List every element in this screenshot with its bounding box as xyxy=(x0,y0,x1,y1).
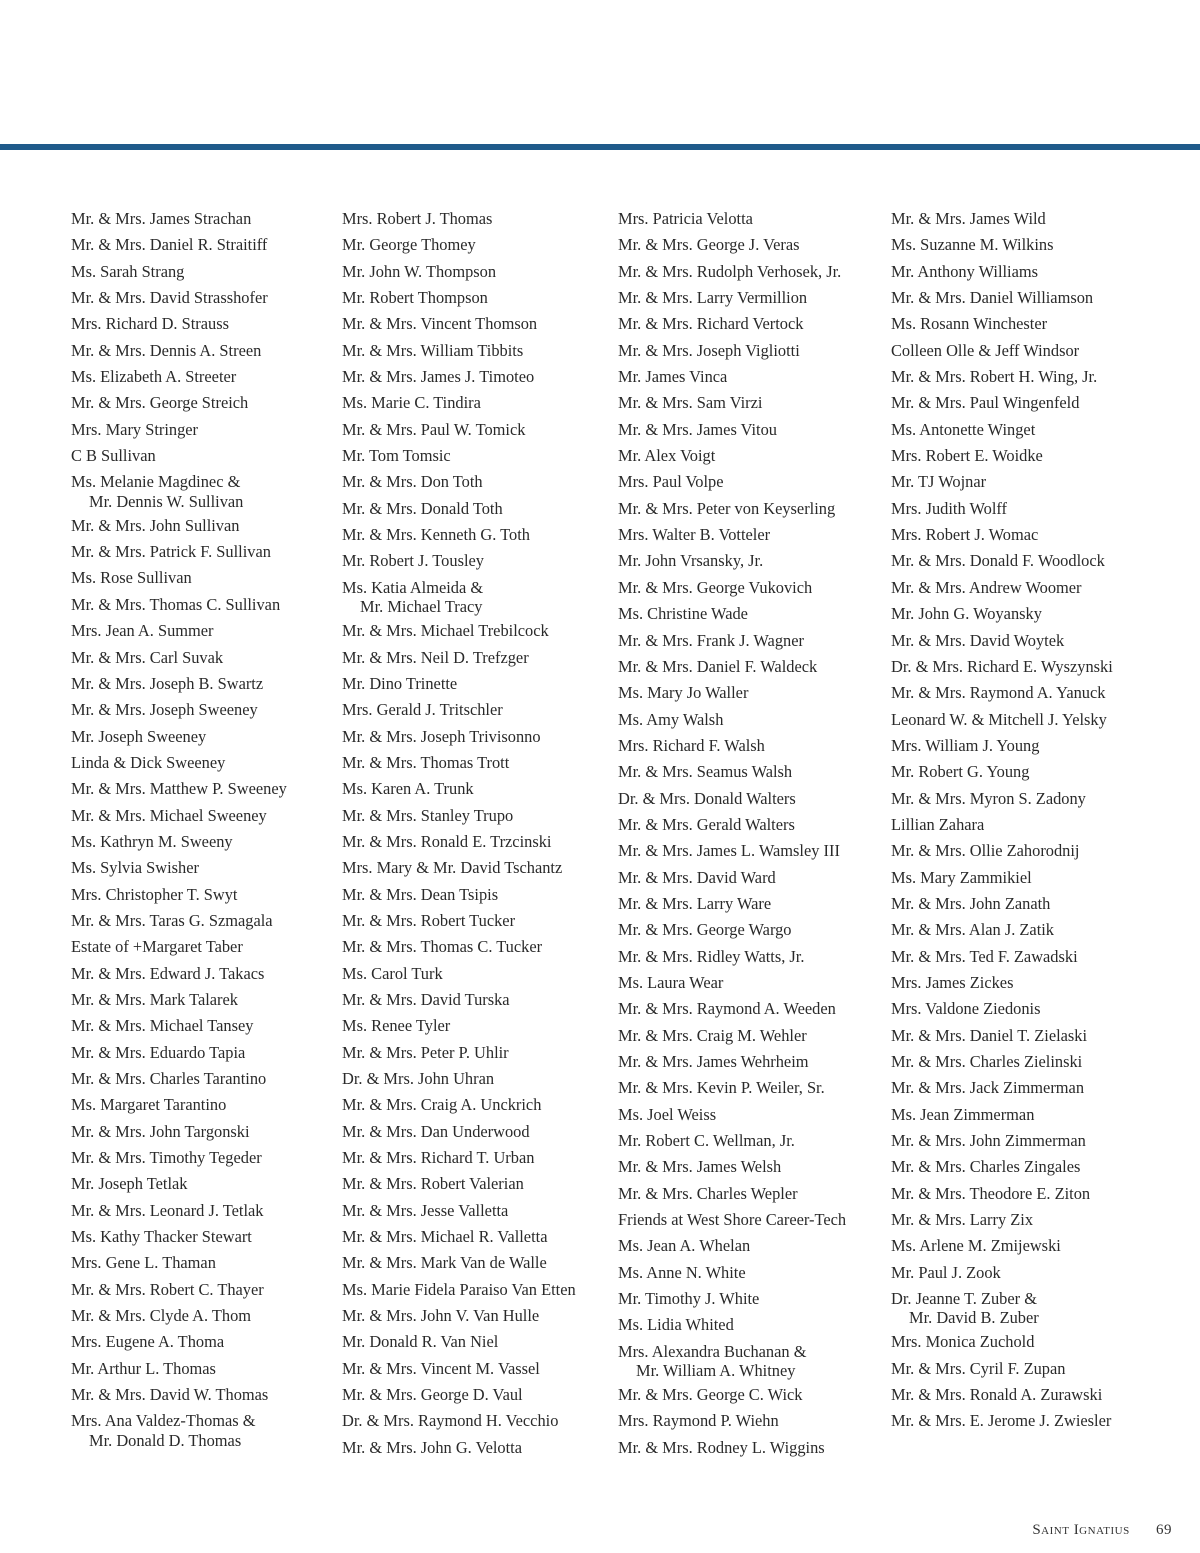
donor-entry: Ms. Sylvia Swisher xyxy=(71,858,199,878)
donor-entry: Ms. Lidia Whited xyxy=(618,1315,734,1335)
donor-name-line: Dr. Jeanne T. Zuber & xyxy=(891,1289,1037,1309)
donor-entry: Mr. & Mrs. Larry Ware xyxy=(618,893,772,913)
donor-entry: Mrs. Gene L. Thaman xyxy=(71,1253,216,1273)
donor-entry: Mr. John W. Thompson xyxy=(342,261,497,281)
donor-entry: Mr. & Mrs. Myron S. Zadony xyxy=(891,788,1086,808)
donor-entry: Mrs. Richard D. Strauss xyxy=(71,314,229,334)
donor-entry: Ms. Renee Tyler xyxy=(342,1016,451,1036)
donor-entry: Mr. Joseph Sweeney xyxy=(71,726,207,746)
donor-entry: Mr. & Mrs. Rodney L. Wiggins xyxy=(618,1437,825,1457)
donor-entry: Mrs. Mary & Mr. David Tschantz xyxy=(342,858,563,878)
donor-entry: Mr. & Mrs. E. Jerome J. Zwiesler xyxy=(891,1411,1112,1431)
donor-entry: Mr. & Mrs. Peter P. Uhlir xyxy=(342,1042,509,1062)
donor-entry: Mr. & Mrs. David Strasshofer xyxy=(71,288,268,308)
donor-entry: Mr. & Mrs. Don Toth xyxy=(342,472,483,492)
donor-entry: Ms. Jean Zimmerman xyxy=(891,1104,1035,1124)
donor-entry: Mr. & Mrs. William Tibbits xyxy=(342,340,524,360)
donor-entry: Mr. & Mrs. James Wild xyxy=(891,209,1046,228)
donor-entry: Mr. & Mrs. Michael Sweeney xyxy=(71,805,267,825)
donor-entry: Mr. & Mrs. John Sullivan xyxy=(71,515,240,535)
donor-entry: Mr. John G. Woyansky xyxy=(891,604,1042,624)
donor-entry: Mr. & Mrs. Ronald A. Zurawski xyxy=(891,1385,1103,1405)
donor-entry: Linda & Dick Sweeney xyxy=(71,752,226,772)
donor-entry: Ms. Margaret Tarantino xyxy=(71,1095,227,1115)
donor-entry: Mr. & Mrs. Vincent Thomson xyxy=(342,314,538,334)
donor-entry: Ms. Laura Wear xyxy=(618,972,724,992)
donor-entry: Mr. Arthur L. Thomas xyxy=(71,1358,216,1378)
donor-entry: Mrs. Valdone Ziedonis xyxy=(891,999,1041,1019)
donor-entry: Mr. & Mrs. Matthew P. Sweeney xyxy=(71,779,287,799)
donor-entry: Colleen Olle & Jeff Windsor xyxy=(891,340,1080,360)
donor-entry: Ms. Kathy Thacker Stewart xyxy=(71,1227,252,1247)
donor-entry: Mr. & Mrs. Joseph Trivisonno xyxy=(342,726,541,746)
donor-entry: Mr. & Mrs. Dennis A. Streen xyxy=(71,340,262,360)
donor-entry: Mr. Dino Trinette xyxy=(342,673,458,693)
donor-entry: Mr. & Mrs. Sam Virzi xyxy=(618,393,763,413)
donor-entry: Mrs. Jean A. Summer xyxy=(71,621,214,641)
donor-entry: Mr. & Mrs. Theodore E. Ziton xyxy=(891,1183,1091,1203)
page-number: 69 xyxy=(1156,1522,1172,1538)
donor-entry: Mrs. Richard F. Walsh xyxy=(618,735,765,755)
donor-entry: Mr. Donald R. Van Niel xyxy=(342,1332,499,1352)
donor-entry: Mr. & Mrs. George Wargo xyxy=(618,920,792,940)
donor-entry: Mrs. Christopher T. Swyt xyxy=(71,884,238,904)
donor-entry: Mr. & Mrs. Joseph Sweeney xyxy=(71,700,258,720)
donor-entry: Mr. & Mrs. Seamus Walsh xyxy=(618,762,793,782)
donor-entry: Mr. Timothy J. White xyxy=(618,1289,760,1309)
donor-entry: Mr. & Mrs. James Wehrheim xyxy=(618,1052,809,1071)
donor-entry: Mr. & Mrs. David Woytek xyxy=(891,630,1065,650)
donor-entry: Mr. & Mrs. Ollie Zahorodnij xyxy=(891,841,1080,861)
donor-column-3 xyxy=(618,206,846,1461)
donor-entry: Mrs. Raymond P. Wiehn xyxy=(618,1411,779,1431)
donor-entry: Mr. & Mrs. Taras G. Szmagala xyxy=(71,910,273,930)
donor-entry: Mrs. Robert J. Thomas xyxy=(342,209,493,228)
donor-entry: Mr. & Mrs. Raymond A. Yanuck xyxy=(891,683,1106,703)
donor-entry: Mr. & Mrs. Thomas C. Sullivan xyxy=(71,594,281,614)
donor-entry: Mr. & Mrs. Ridley Watts, Jr. xyxy=(618,946,805,966)
donor-entry: Ms. Antonette Winget xyxy=(891,419,1036,439)
donor-entry: Mr. & Mrs. Clyde A. Thom xyxy=(71,1306,252,1326)
donor-entry: Mr. & Mrs. Dan Underwood xyxy=(342,1121,530,1141)
donor-entry: Mr. & Mrs. John G. Velotta xyxy=(342,1437,522,1457)
donor-entry: Mrs. William J. Young xyxy=(891,735,1040,755)
donor-entry: Mr. Alex Voigt xyxy=(618,446,716,466)
donor-entry: Mr. & Mrs. Joseph Vigliotti xyxy=(618,340,800,360)
donor-entry: Mrs. Paul Volpe xyxy=(618,472,724,492)
donor-entry: Mr. & Mrs. Carl Suvak xyxy=(71,647,224,667)
donor-entry: Mr. & Mrs. Robert H. Wing, Jr. xyxy=(891,367,1098,387)
donor-entry: Mr. & Mrs. Vincent M. Vassel xyxy=(342,1358,540,1378)
donor-entry: Ms. Anne N. White xyxy=(618,1262,746,1282)
donor-entry: Mr. & Mrs. Patrick F. Sullivan xyxy=(71,542,271,562)
donor-entry: Mrs. James Zickes xyxy=(891,972,1014,992)
donor-entry: Mr. & Mrs. David Turska xyxy=(342,989,510,1009)
donor-entry: Mr. & Mrs. Ted F. Zawadski xyxy=(891,946,1078,966)
donor-entry: Mr. & Mrs. Larry Zix xyxy=(891,1210,1034,1230)
donor-entry: Mr. & Mrs. Richard Vertock xyxy=(618,314,804,334)
donor-entry: Mr. & Mrs. James Strachan xyxy=(71,209,252,228)
donor-name-continuation: Mr. Michael Tracy xyxy=(360,597,483,617)
donor-entry: Mr. & Mrs. Ronald E. Trzcinski xyxy=(342,831,552,851)
donor-entry: Mr. & Mrs. George J. Veras xyxy=(618,235,800,255)
donor-entry: Mr. & Mrs. James J. Timoteo xyxy=(342,367,535,387)
donor-entry: Ms. Kathryn M. Sweeny xyxy=(71,831,233,851)
donor-entry: Mr. & Mrs. David W. Thomas xyxy=(71,1385,269,1405)
donor-entry: Mr. TJ Wojnar xyxy=(891,472,987,492)
donor-entry: Mr. & Mrs. Michael Tansey xyxy=(71,1016,254,1036)
donor-entry: Mr. George Thomey xyxy=(342,235,476,255)
donor-entry: Mr. & Mrs. Mark Van de Walle xyxy=(342,1253,547,1273)
donor-entry: Mr. & Mrs. Donald Toth xyxy=(342,498,503,518)
donor-entry: Ms. Karen A. Trunk xyxy=(342,779,474,799)
donor-entry: Ms. Elizabeth A. Streeter xyxy=(71,367,237,387)
donor-entry: Mr. & Mrs. John Targonski xyxy=(71,1121,250,1141)
donor-entry: Mrs. Patricia Velotta xyxy=(618,209,753,228)
donor-name-line: Ms. Melanie Magdinec & xyxy=(71,472,241,492)
donor-entry: C B Sullivan xyxy=(71,446,156,466)
donor-entry: Mr. & Mrs. Daniel Williamson xyxy=(891,288,1094,308)
donor-entry: Mrs. Judith Wolff xyxy=(891,498,1008,518)
donor-entry: Mr. & Mrs. Edward J. Takacs xyxy=(71,963,265,983)
donor-entry: Lillian Zahara xyxy=(891,814,985,834)
donor-entry: Ms. Mary Zammikiel xyxy=(891,867,1032,887)
donor-entry: Mr. & Mrs. George Vukovich xyxy=(618,577,813,597)
donor-entry: Mr. & Mrs. Paul W. Tomick xyxy=(342,419,526,439)
donor-entry: Mr. & Mrs. Peter von Keyserling xyxy=(618,498,836,518)
donor-entry: Mr. & Mrs. Stanley Trupo xyxy=(342,805,514,825)
donor-entry: Mr. & Mrs. Mark Talarek xyxy=(71,989,238,1009)
donor-entry: Mr. & Mrs. Kenneth G. Toth xyxy=(342,525,530,545)
donor-entry: Mr. & Mrs. Joseph B. Swartz xyxy=(71,673,264,693)
donor-entry: Mrs. Gerald J. Tritschler xyxy=(342,700,503,720)
page-footer xyxy=(1032,1522,1172,1539)
donor-entry: Mr. & Mrs. Paul Wingenfeld xyxy=(891,393,1080,413)
donor-entry: Mr. & Mrs. Dean Tsipis xyxy=(342,884,499,904)
donor-entry: Mr. & Mrs. Andrew Woomer xyxy=(891,577,1082,597)
donor-entry: Mr. & Mrs. James Welsh xyxy=(618,1157,782,1177)
donor-name-continuation: Mr. David B. Zuber xyxy=(909,1308,1039,1328)
donor-entry: Mr. & Mrs. Daniel R. Straitiff xyxy=(71,235,268,255)
donor-entry: Dr. & Mrs. John Uhran xyxy=(342,1069,495,1088)
donor-name-continuation: Mr. William A. Whitney xyxy=(636,1361,796,1381)
donor-entry: Mr. & Mrs. Raymond A. Weeden xyxy=(618,999,836,1019)
donor-entry: Mr. & Mrs. Kevin P. Weiler, Sr. xyxy=(618,1078,825,1098)
donor-column-4 xyxy=(891,206,1113,1435)
donor-entry: Mr. & Mrs. Craig A. Unckrich xyxy=(342,1095,542,1115)
donor-entry xyxy=(891,1286,1113,1327)
donor-entry: Mr. & Mrs. Timothy Tegeder xyxy=(71,1148,262,1168)
donor-entry: Mr. & Mrs. Eduardo Tapia xyxy=(71,1042,246,1062)
donor-entry: Mr. & Mrs. Charles Tarantino xyxy=(71,1069,267,1088)
donor-entry: Mr. & Mrs. Daniel T. Zielaski xyxy=(891,1025,1088,1045)
donor-entry: Mrs. Monica Zuchold xyxy=(891,1332,1035,1352)
donor-entry: Ms. Sarah Strang xyxy=(71,261,185,281)
donor-entry: Mr. & Mrs. Larry Vermillion xyxy=(618,288,808,308)
donor-entry: Mr. & Mrs. Robert C. Thayer xyxy=(71,1279,264,1299)
donor-entry: Leonard W. & Mitchell J. Yelsky xyxy=(891,709,1107,729)
donor-entry: Ms. Joel Weiss xyxy=(618,1104,717,1124)
donor-entry xyxy=(618,1339,846,1380)
donor-entry: Ms. Amy Walsh xyxy=(618,709,724,729)
donor-entry: Ms. Arlene M. Zmijewski xyxy=(891,1236,1061,1256)
donor-entry: Mr. & Mrs. George D. Vaul xyxy=(342,1385,523,1405)
donor-entry: Mr. & Mrs. Richard T. Urban xyxy=(342,1148,535,1168)
donor-entry: Mrs. Walter B. Votteler xyxy=(618,525,771,545)
donor-entry: Mr. & Mrs. John Zanath xyxy=(891,893,1051,913)
donor-entry: Mr. & Mrs. Gerald Walters xyxy=(618,814,795,834)
donor-entry: Mr. Anthony Williams xyxy=(891,261,1039,281)
donor-entry: Mr. & Mrs. Charles Zielinski xyxy=(891,1052,1083,1071)
donor-entry: Mr. & Mrs. David Ward xyxy=(618,867,776,887)
donor-entry: Ms. Mary Jo Waller xyxy=(618,683,749,703)
donor-entry: Mr. & Mrs. Thomas Trott xyxy=(342,752,510,772)
donor-entry: Friends at West Shore Career-Tech xyxy=(618,1210,847,1230)
donor-entry: Mr. & Mrs. Daniel F. Waldeck xyxy=(618,656,818,676)
donor-entry: Mrs. Robert J. Womac xyxy=(891,525,1039,545)
donor-entry: Mr. & Mrs. Charles Zingales xyxy=(891,1157,1081,1177)
donor-entry: Mr. & Mrs. Frank J. Wagner xyxy=(618,630,804,650)
donor-entry: Mr. Joseph Tetlak xyxy=(71,1174,188,1194)
donor-entry: Mr. Robert C. Wellman, Jr. xyxy=(618,1131,795,1151)
donor-entry: Mr. & Mrs. Robert Valerian xyxy=(342,1174,524,1194)
donor-entry: Mr. & Mrs. Alan J. Zatik xyxy=(891,920,1054,940)
donor-entry: Mr. & Mrs. Thomas C. Tucker xyxy=(342,937,543,957)
donor-entry: Mr. John Vrsansky, Jr. xyxy=(618,551,764,571)
donor-entry: Ms. Jean A. Whelan xyxy=(618,1236,751,1256)
donor-entry: Mr. & Mrs. Michael R. Valletta xyxy=(342,1227,548,1247)
donor-entry: Mr. & Mrs. James L. Wamsley III xyxy=(618,841,840,861)
donor-entry xyxy=(342,575,576,616)
donor-entry: Ms. Carol Turk xyxy=(342,963,443,983)
donor-name-continuation: Mr. Donald D. Thomas xyxy=(89,1430,242,1450)
donor-name-line: Mrs. Ana Valdez-Thomas & xyxy=(71,1411,256,1431)
donor-entry: Mr. & Mrs. Jesse Valletta xyxy=(342,1200,509,1220)
donor-entry: Mrs. Mary Stringer xyxy=(71,419,199,439)
donor-entry: Dr. & Mrs. Raymond H. Vecchio xyxy=(342,1411,559,1431)
donor-name-line: Ms. Katia Almeida & xyxy=(342,577,484,597)
donor-entry: Mr. & Mrs. John V. Van Hulle xyxy=(342,1306,540,1326)
donor-entry: Mr. & Mrs. Cyril F. Zupan xyxy=(891,1358,1066,1378)
donor-entry: Mr. & Mrs. Charles Wepler xyxy=(618,1183,798,1203)
donor-entry: Mr. Tom Tomsic xyxy=(342,446,451,466)
donor-name-line: Mrs. Alexandra Buchanan & xyxy=(618,1341,807,1361)
donor-entry: Mr. Robert J. Tousley xyxy=(342,551,484,571)
footer-organization: Saint Ignatius xyxy=(1032,1522,1130,1538)
donor-name-continuation: Mr. Dennis W. Sullivan xyxy=(89,491,244,511)
donor-entry: Mr. & Mrs. Neil D. Trefzger xyxy=(342,647,529,667)
donor-entry: Dr. & Mrs. Richard E. Wyszynski xyxy=(891,656,1113,676)
donor-entry: Mr. & Mrs. James Vitou xyxy=(618,419,777,439)
donor-entry: Mr. & Mrs. Donald F. Woodlock xyxy=(891,551,1105,571)
donor-entry: Mr. & Mrs. Michael Trebilcock xyxy=(342,621,549,641)
donor-entry xyxy=(71,469,287,510)
donor-entry: Mr. & Mrs. John Zimmerman xyxy=(891,1131,1086,1151)
donor-column-1 xyxy=(71,206,287,1452)
donor-entry: Mr. & Mrs. Craig M. Wehler xyxy=(618,1025,807,1045)
donor-column-2 xyxy=(342,206,576,1461)
header-rule xyxy=(0,144,1200,150)
donor-entry: Mrs. Robert E. Woidke xyxy=(891,446,1043,466)
donor-entry: Mr. & Mrs. Robert Tucker xyxy=(342,910,516,930)
donor-entry: Dr. & Mrs. Donald Walters xyxy=(618,788,796,808)
donor-entry xyxy=(71,1408,287,1449)
donor-entry: Ms. Christine Wade xyxy=(618,604,748,624)
donor-entry: Ms. Rosann Winchester xyxy=(891,314,1048,334)
donor-entry: Ms. Marie Fidela Paraiso Van Etten xyxy=(342,1279,576,1299)
donor-entry: Mr. Robert G. Young xyxy=(891,762,1030,782)
donor-entry: Mr. & Mrs. George C. Wick xyxy=(618,1385,803,1405)
donor-entry: Mr. & Mrs. Leonard J. Tetlak xyxy=(71,1200,264,1220)
donor-entry: Mr. James Vinca xyxy=(618,367,728,387)
donor-entry: Estate of +Margaret Taber xyxy=(71,937,243,957)
donor-entry: Mr. & Mrs. Rudolph Verhosek, Jr. xyxy=(618,261,842,281)
donor-entry: Mrs. Eugene A. Thoma xyxy=(71,1332,225,1352)
donor-entry: Ms. Suzanne M. Wilkins xyxy=(891,235,1054,255)
donor-entry: Mr. Paul J. Zook xyxy=(891,1262,1001,1282)
donor-entry: Mr. & Mrs. Jack Zimmerman xyxy=(891,1078,1085,1098)
donor-entry: Mr. & Mrs. George Streich xyxy=(71,393,249,413)
donor-entry: Mr. Robert Thompson xyxy=(342,288,488,308)
donor-entry: Ms. Marie C. Tindira xyxy=(342,393,481,413)
donor-entry: Ms. Rose Sullivan xyxy=(71,568,192,588)
